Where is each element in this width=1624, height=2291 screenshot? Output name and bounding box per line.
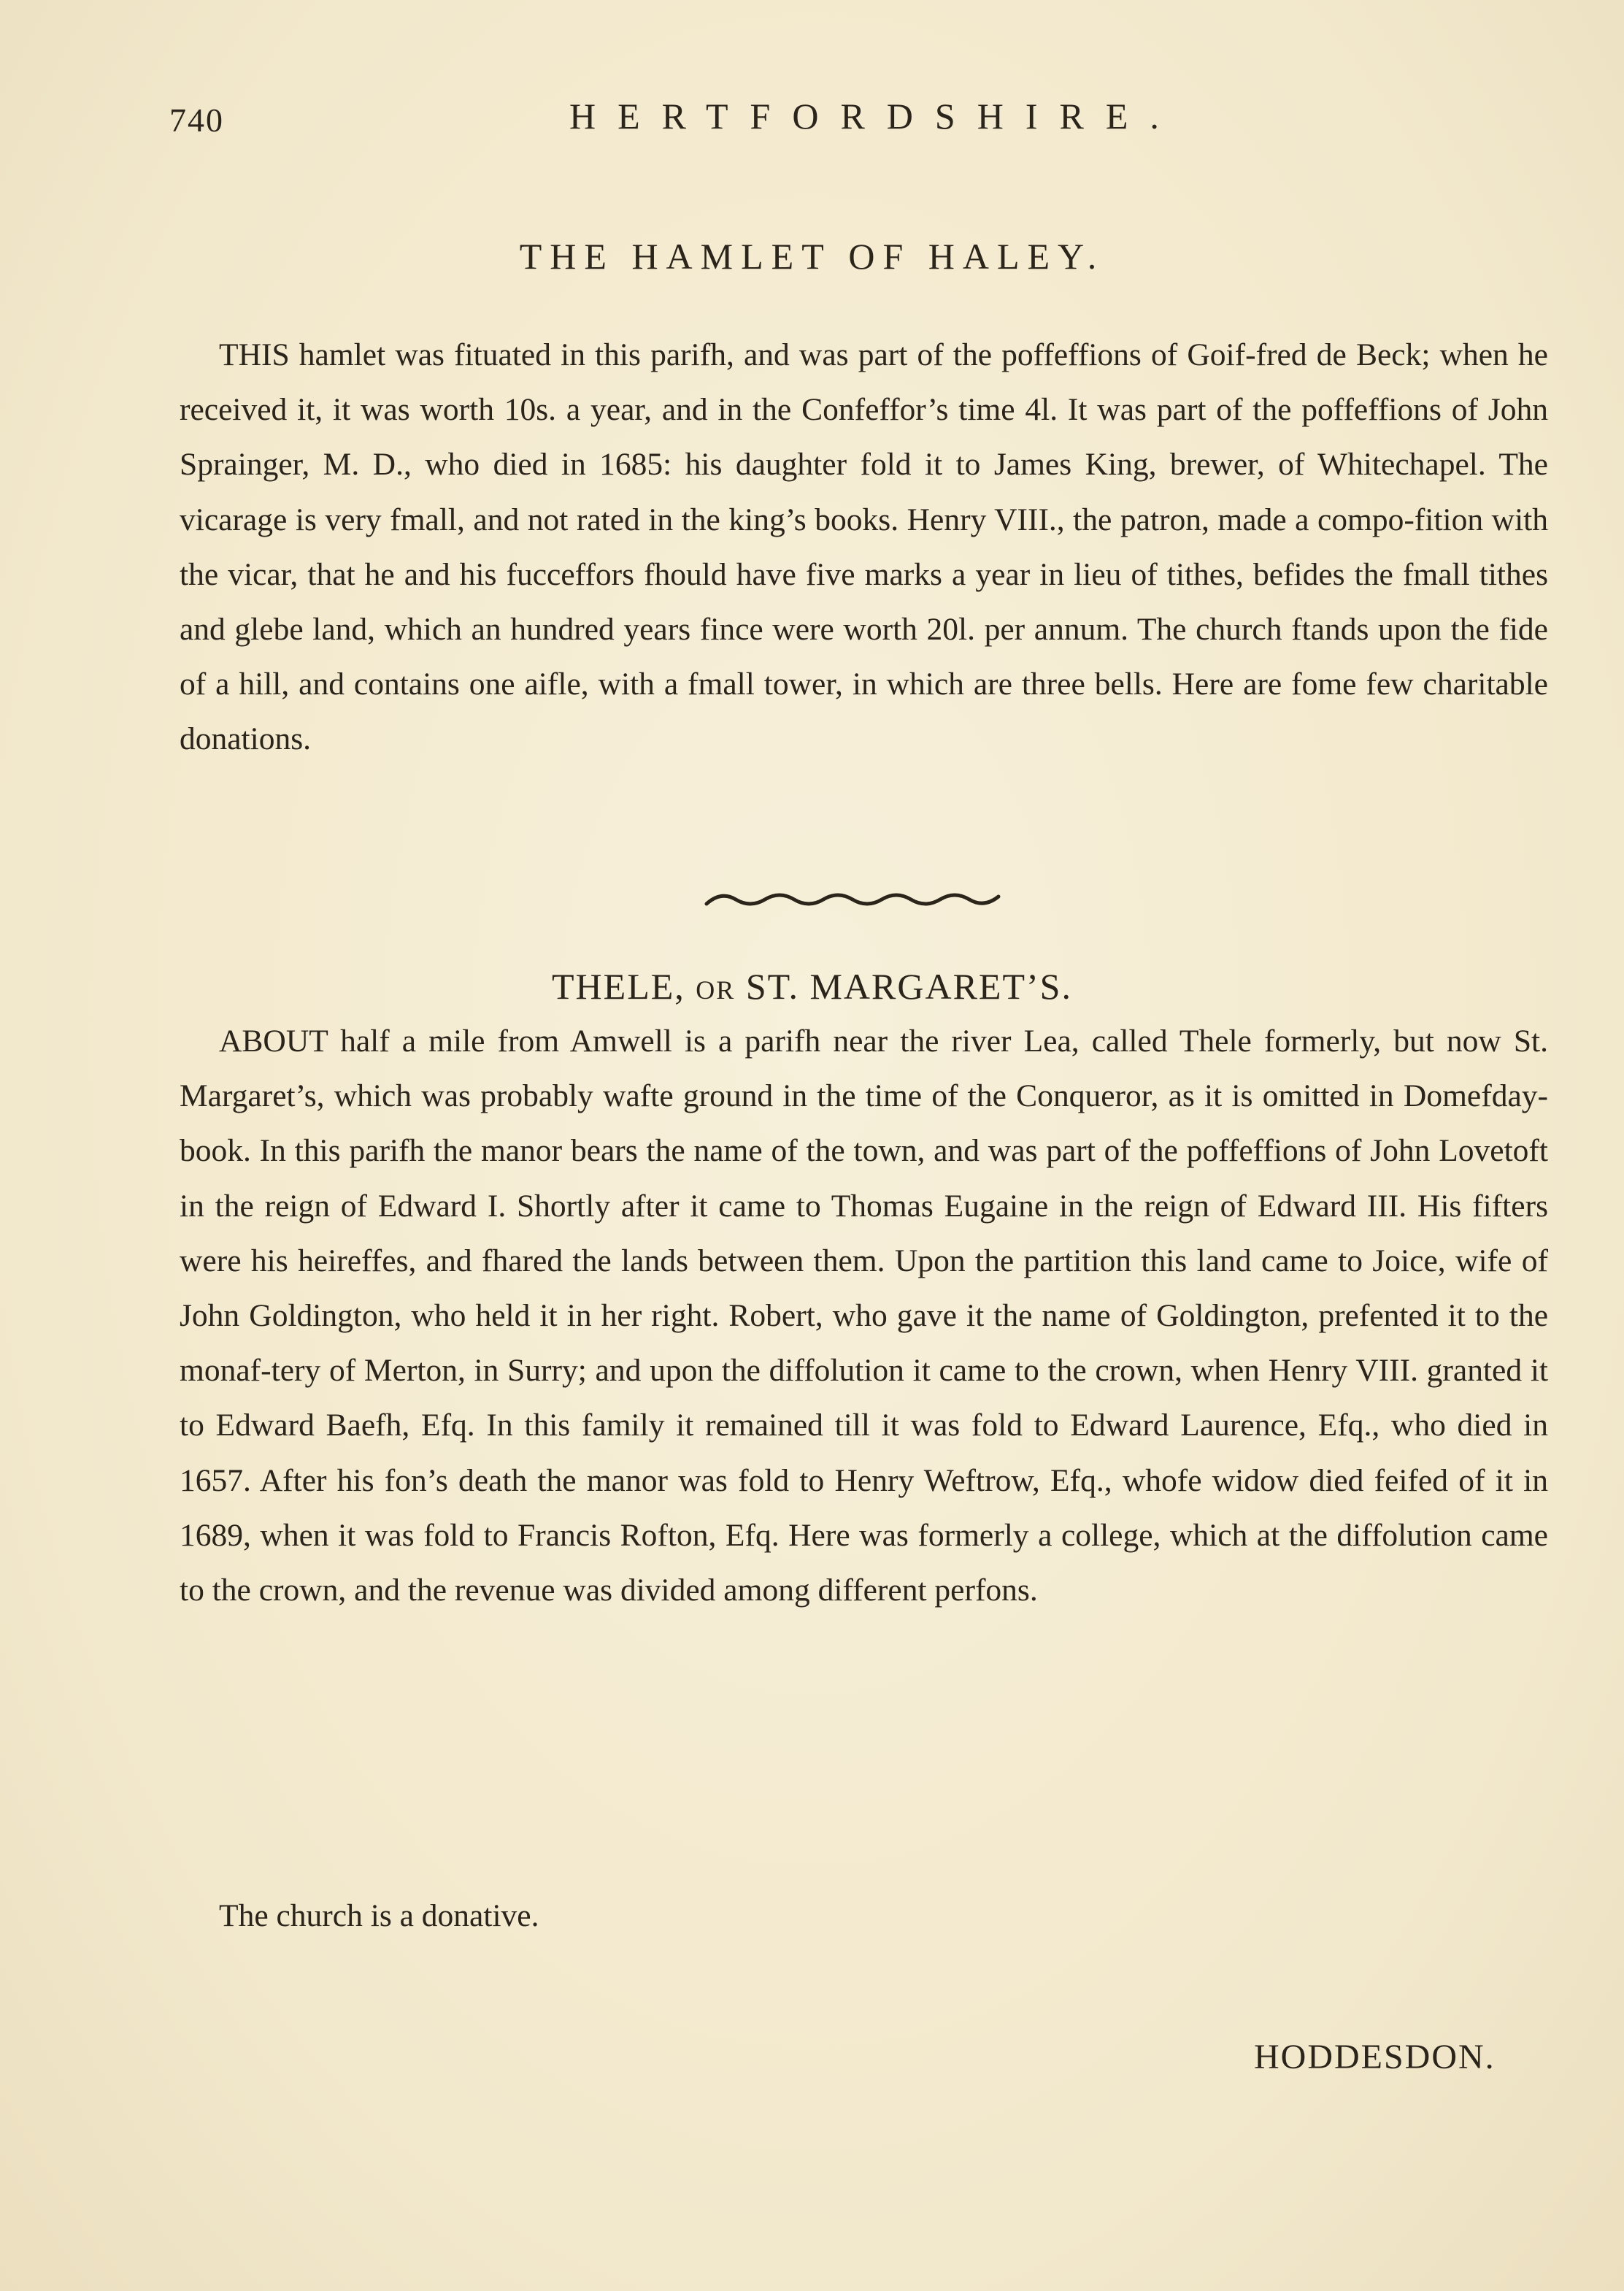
section-heading-thele-st-margarets xyxy=(0,965,1624,1008)
running-head xyxy=(0,86,1624,145)
heading-part-st-margarets: ST. MARGARET’S. xyxy=(745,966,1072,1007)
decorative-divider xyxy=(703,889,1002,911)
paragraph-hamlet-of-haley: THIS hamlet was fituated in this parifh, and was part of the poffeffions of Goif-fred de Beck; when he received it, it was worth 10s. a year, and in the Confeffor’s time 4l. It was part of the poffeffions of John Sprainger, M. D., who died in 1685: his daughter fold it to James King, brewer, of Whitechapel. The vicarage is very fmall, and not rated in the king’s books. Henry VIII., the patron, made a compo-fition with the vicar, that he and his fucceffors fhould have five marks a year in lieu of tithes, befides the fmall tithes and glebe land, which an hundred years fince were worth 20l. per annum. The church ftands upon the fide of a hill, and contains one aifle, with a fmall tower, in which are three bells. Here are fome few charitable donations. xyxy=(180,337,1548,757)
paragraph-thele-st-margarets: ABOUT half a mile from Amwell is a parifh near the river Lea, called Thele formerly, but now St. Margaret’s, which was probably wafte ground in the time of the Conqueror, as it is omitted in Domefday-book. In this parifh the manor bears the name of the town, and was part of the poffeffions of John Lovetoft in the reign of Edward I. Shortly after it came to Thomas Eugaine in the reign of Edward III. His fifters were his heireffes, and fhared the lands between them. Upon the partition this land came to Joice, wife of John Goldington, who held it in her right. Robert, who gave it the name of Goldington, prefented it to the monaf-tery of Merton, in Surry; and upon the diffolution it came to the crown, when Henry VIII. granted it to Edward Baefh, Efq. In this family it remained till it was fold to Edward Laurence, Efq., who died in 1657. After his fon’s death the manor was fold to Henry Weftrow, Efq., whofe widow died feifed of it in 1689, when it was fold to Francis Rofton, Efq. Here was formerly a college, which at the diffolution came to the crown, and the revenue was divided among different perfons. xyxy=(180,1024,1548,1608)
running-head-title: HERTFORDSHIRE. xyxy=(569,96,1181,137)
section-heading-hamlet-of-haley: THE HAMLET OF HALEY. xyxy=(519,236,1105,277)
catchword: HODDESDON. xyxy=(1254,2038,1496,2076)
heading-part-or: OR xyxy=(696,975,736,1005)
page-number: 740 xyxy=(169,101,224,139)
paragraph-church-donative: The church is a donative. xyxy=(219,1898,539,1933)
heading-part-thele: THELE, xyxy=(552,966,685,1007)
